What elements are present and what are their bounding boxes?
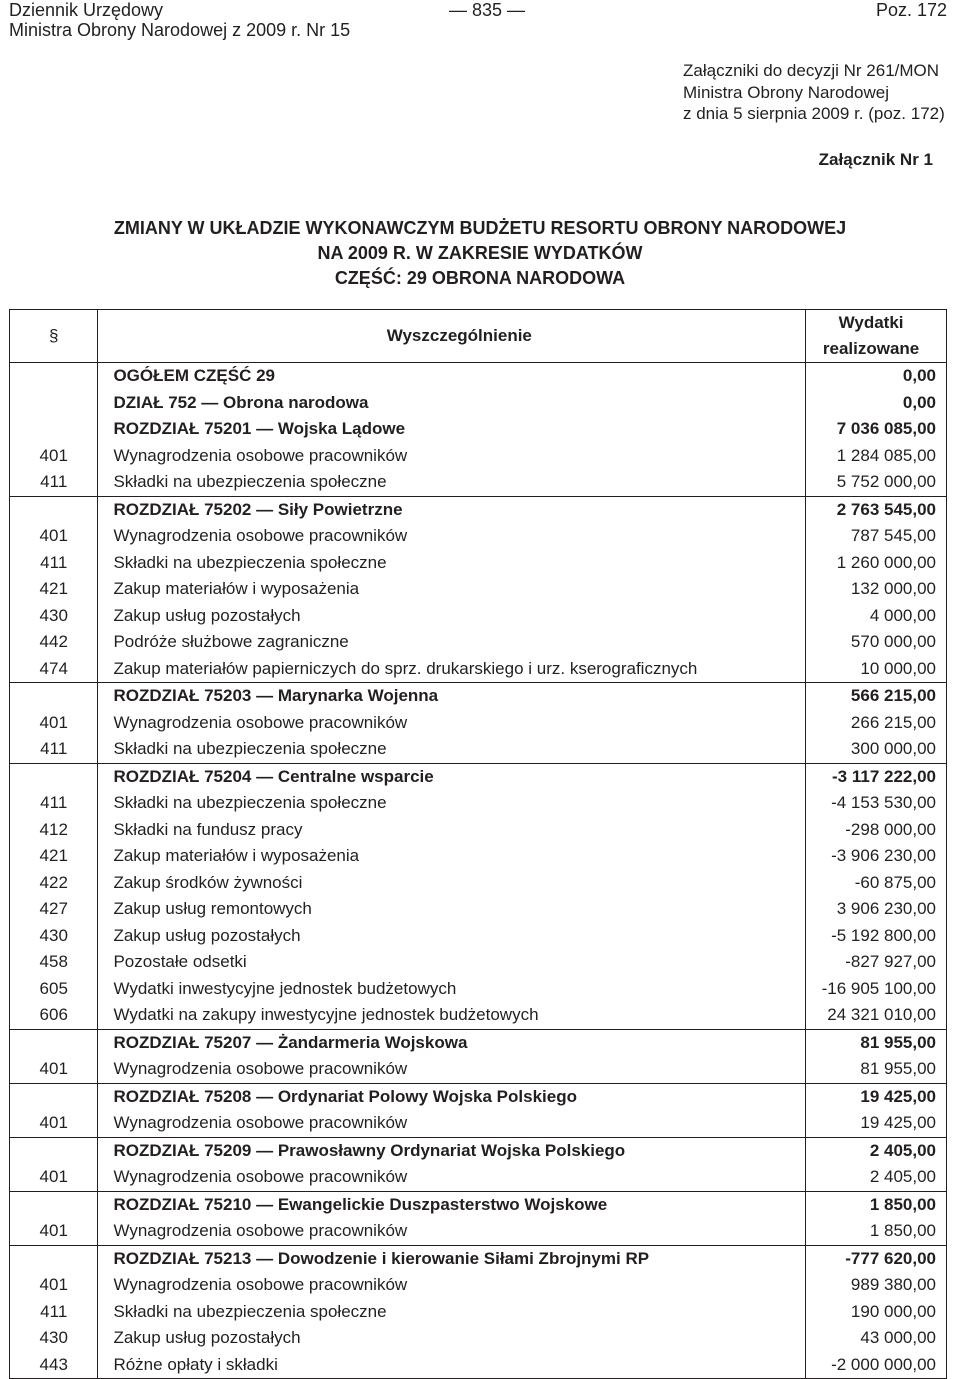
table-section-row bbox=[10, 1245, 947, 1272]
row-description: Zakup usług pozostałych bbox=[113, 925, 301, 945]
table-row bbox=[10, 1299, 947, 1326]
attachment-number: Załącznik Nr 1 bbox=[818, 150, 933, 169]
header-amount-line-2: realizowane bbox=[822, 339, 920, 358]
row-description: Wynagrodzenia osobowe pracowników bbox=[113, 1221, 408, 1241]
table-section-row bbox=[10, 1029, 947, 1056]
row-amount: 300 000,00 bbox=[806, 736, 947, 763]
table-header-row bbox=[10, 310, 947, 363]
row-amount: 0,00 bbox=[806, 363, 947, 390]
row-description: Składki na ubezpieczenia społeczne bbox=[113, 552, 387, 572]
running-header bbox=[9, 0, 947, 40]
row-amount: 10 000,00 bbox=[806, 656, 947, 683]
row-amount: 81 955,00 bbox=[806, 1056, 947, 1083]
table-row bbox=[10, 469, 947, 496]
table-row bbox=[10, 843, 947, 870]
table-row bbox=[10, 1002, 947, 1029]
table-row bbox=[10, 1272, 947, 1299]
row-paragraph: 605 bbox=[10, 976, 98, 1003]
row-amount: 1 284 085,00 bbox=[806, 443, 947, 470]
row-description: Składki na ubezpieczenia społeczne bbox=[113, 472, 387, 492]
table-section-row bbox=[10, 1191, 947, 1218]
row-description: ROZDZIAŁ 75207 — Żandarmeria Wojskowa bbox=[98, 1029, 806, 1056]
row-paragraph bbox=[10, 390, 98, 417]
row-description: ROZDZIAŁ 75208 — Ordynariat Polowy Wojska Polskiego bbox=[98, 1083, 806, 1110]
row-paragraph: 401 bbox=[10, 1110, 98, 1137]
row-paragraph bbox=[10, 1083, 98, 1110]
row-paragraph: 411 bbox=[10, 736, 98, 763]
attachment-note bbox=[683, 60, 945, 125]
table-row bbox=[10, 603, 947, 630]
table-row bbox=[10, 817, 947, 844]
row-amount: 266 215,00 bbox=[806, 710, 947, 737]
row-paragraph: 401 bbox=[10, 1272, 98, 1299]
row-description: Wynagrodzenia osobowe pracowników bbox=[113, 1275, 408, 1295]
row-description: DZIAŁ 752 — Obrona narodowa bbox=[113, 392, 369, 412]
row-description: Wynagrodzenia osobowe pracowników bbox=[113, 445, 408, 465]
row-description: Wynagrodzenia osobowe pracowników bbox=[113, 526, 408, 546]
table-row bbox=[10, 629, 947, 656]
row-amount: 43 000,00 bbox=[806, 1325, 947, 1352]
row-amount: 1 850,00 bbox=[806, 1218, 947, 1245]
header-description: Wyszczególnienie bbox=[98, 310, 806, 363]
table-row bbox=[10, 976, 947, 1003]
row-amount: 132 000,00 bbox=[806, 576, 947, 603]
row-amount: 81 955,00 bbox=[806, 1029, 947, 1056]
row-description: Zakup usług pozostałych bbox=[113, 1328, 301, 1348]
row-description: Zakup materiałów i wyposażenia bbox=[113, 846, 360, 866]
row-description: Wynagrodzenia osobowe pracowników bbox=[113, 1059, 408, 1079]
row-paragraph bbox=[10, 683, 98, 710]
row-description: Zakup usług pozostałych bbox=[113, 605, 301, 625]
row-amount: 570 000,00 bbox=[806, 629, 947, 656]
row-description: ROZDZIAŁ 75203 — Marynarka Wojenna bbox=[98, 683, 806, 710]
row-description: Składki na ubezpieczenia społeczne bbox=[113, 1301, 387, 1321]
row-paragraph: 401 bbox=[10, 710, 98, 737]
table-row bbox=[10, 1218, 947, 1245]
row-paragraph: 401 bbox=[10, 443, 98, 470]
row-paragraph: 443 bbox=[10, 1352, 98, 1379]
row-description: ROZDZIAŁ 75209 — Prawosławny Ordynariat Wojska Polskiego bbox=[98, 1137, 806, 1164]
row-description: Wynagrodzenia osobowe pracowników bbox=[113, 1167, 408, 1187]
table-section-row bbox=[10, 390, 947, 417]
table-section-row bbox=[10, 1137, 947, 1164]
row-amount: -827 927,00 bbox=[806, 949, 947, 976]
spending-table bbox=[9, 309, 947, 1379]
row-description: ROZDZIAŁ 75202 — Siły Powietrzne bbox=[98, 496, 806, 523]
table-row bbox=[10, 576, 947, 603]
row-amount: -777 620,00 bbox=[806, 1245, 947, 1272]
row-paragraph bbox=[10, 1137, 98, 1164]
row-paragraph: 458 bbox=[10, 949, 98, 976]
row-amount: 787 545,00 bbox=[806, 523, 947, 550]
title-line-1: ZMIANY W UKŁADZIE WYKONAWCZYM BUDŻETU RESORTU OBRONY NARODOWEJ bbox=[113, 218, 847, 238]
row-description: Zakup usług remontowych bbox=[113, 899, 312, 919]
document-title bbox=[0, 216, 960, 291]
table-row bbox=[10, 1164, 947, 1191]
table-section-row bbox=[10, 496, 947, 523]
row-description: Składki na fundusz pracy bbox=[113, 819, 303, 839]
table-section-row bbox=[10, 683, 947, 710]
row-amount: 1 850,00 bbox=[806, 1191, 947, 1218]
row-paragraph bbox=[10, 1191, 98, 1218]
header-amount bbox=[806, 310, 947, 363]
row-amount: 2 763 545,00 bbox=[806, 496, 947, 523]
row-amount: 566 215,00 bbox=[806, 683, 947, 710]
row-description: Wynagrodzenia osobowe pracowników bbox=[113, 712, 408, 732]
row-description: OGÓŁEM CZĘŚĆ 29 bbox=[113, 366, 275, 386]
table-row bbox=[10, 896, 947, 923]
table-section-row bbox=[10, 416, 947, 443]
row-paragraph bbox=[10, 1029, 98, 1056]
row-description: Wydatki inwestycyjne jednostek budżetowych bbox=[113, 978, 457, 998]
table-section-row bbox=[10, 1083, 947, 1110]
row-amount: 5 752 000,00 bbox=[806, 469, 947, 496]
row-amount: -60 875,00 bbox=[806, 870, 947, 897]
row-amount: 2 405,00 bbox=[806, 1137, 947, 1164]
row-amount: -3 117 222,00 bbox=[806, 763, 947, 790]
table-row bbox=[10, 550, 947, 577]
attachment-note-line-2: Ministra Obrony Narodowej bbox=[683, 82, 889, 102]
row-description: Wynagrodzenia osobowe pracowników bbox=[113, 1113, 408, 1133]
row-paragraph bbox=[10, 363, 98, 390]
page-number: — 835 — bbox=[449, 0, 526, 20]
row-amount: -4 153 530,00 bbox=[806, 790, 947, 817]
publication-line-1: Dziennik Urzędowy bbox=[9, 0, 164, 20]
row-paragraph bbox=[10, 1245, 98, 1272]
row-amount: 190 000,00 bbox=[806, 1299, 947, 1326]
row-description: Wydatki na zakupy inwestycyjne jednostek budżetowych bbox=[113, 1005, 539, 1025]
position-number: Poz. 172 bbox=[875, 0, 947, 20]
row-paragraph: 411 bbox=[10, 1299, 98, 1326]
row-paragraph: 474 bbox=[10, 656, 98, 683]
table-row bbox=[10, 1056, 947, 1083]
row-description: ROZDZIAŁ 75210 — Ewangelickie Duszpasterstwo Wojskowe bbox=[98, 1191, 806, 1218]
row-amount: 19 425,00 bbox=[806, 1110, 947, 1137]
table-section-row bbox=[10, 763, 947, 790]
row-description: Składki na ubezpieczenia społeczne bbox=[113, 739, 387, 759]
title-line-2: NA 2009 R. W ZAKRESIE WYDATKÓW bbox=[317, 243, 643, 263]
table-row bbox=[10, 710, 947, 737]
row-amount: -5 192 800,00 bbox=[806, 923, 947, 950]
row-paragraph: 427 bbox=[10, 896, 98, 923]
row-amount: -3 906 230,00 bbox=[806, 843, 947, 870]
header-amount-line-1: Wydatki bbox=[838, 313, 904, 332]
table-row bbox=[10, 949, 947, 976]
publication-line-2: Ministra Obrony Narodowej z 2009 r. Nr 15 bbox=[9, 20, 351, 40]
row-amount: 1 260 000,00 bbox=[806, 550, 947, 577]
table-row bbox=[10, 1110, 947, 1137]
row-paragraph: 401 bbox=[10, 523, 98, 550]
table-row bbox=[10, 736, 947, 763]
row-description: ROZDZIAŁ 75204 — Centralne wsparcie bbox=[98, 763, 806, 790]
row-amount: 24 321 010,00 bbox=[806, 1002, 947, 1029]
row-description: ROZDZIAŁ 75213 — Dowodzenie i kierowanie Siłami Zbrojnymi RP bbox=[98, 1245, 806, 1272]
table-body bbox=[10, 363, 947, 1379]
row-paragraph: 421 bbox=[10, 843, 98, 870]
row-paragraph: 430 bbox=[10, 603, 98, 630]
row-description: ROZDZIAŁ 75201 — Wojska Lądowe bbox=[113, 419, 406, 439]
row-paragraph bbox=[10, 416, 98, 443]
table-row bbox=[10, 1352, 947, 1379]
row-description: Różne opłaty i składki bbox=[98, 1352, 806, 1379]
row-paragraph: 412 bbox=[10, 817, 98, 844]
row-amount: 3 906 230,00 bbox=[806, 896, 947, 923]
row-description: Zakup materiałów papierniczych do sprz. drukarskiego i urz. kserograficznych bbox=[113, 658, 698, 678]
row-description: Zakup materiałów i wyposażenia bbox=[113, 579, 360, 599]
row-paragraph: 401 bbox=[10, 1056, 98, 1083]
attachment-note-line-1: Załączniki do decyzji Nr 261/MON bbox=[683, 61, 940, 80]
table-row bbox=[10, 1325, 947, 1352]
row-paragraph: 422 bbox=[10, 870, 98, 897]
row-description: Składki na ubezpieczenia społeczne bbox=[113, 793, 387, 813]
attachment-note-line-3: z dnia 5 sierpnia 2009 r. (poz. 172) bbox=[683, 104, 945, 123]
table-row bbox=[10, 923, 947, 950]
row-paragraph: 401 bbox=[10, 1218, 98, 1245]
row-amount: 19 425,00 bbox=[806, 1083, 947, 1110]
row-paragraph: 430 bbox=[10, 923, 98, 950]
row-paragraph bbox=[10, 763, 98, 790]
row-description: Pozostałe odsetki bbox=[113, 952, 247, 972]
row-paragraph: 421 bbox=[10, 576, 98, 603]
row-amount: 4 000,00 bbox=[806, 603, 947, 630]
row-description: Zakup środków żywności bbox=[113, 872, 303, 892]
row-amount: 989 380,00 bbox=[806, 1272, 947, 1299]
header-paragraph: § bbox=[10, 310, 98, 363]
row-paragraph: 430 bbox=[10, 1325, 98, 1352]
table-row bbox=[10, 870, 947, 897]
row-paragraph: 411 bbox=[10, 790, 98, 817]
row-amount: -2 000 000,00 bbox=[806, 1352, 947, 1379]
row-amount: 0,00 bbox=[806, 390, 947, 417]
row-paragraph: 411 bbox=[10, 469, 98, 496]
row-amount: 7 036 085,00 bbox=[806, 416, 947, 443]
table-section-row bbox=[10, 363, 947, 390]
row-description: Podróże służbowe zagraniczne bbox=[113, 632, 349, 652]
publication-name bbox=[9, 0, 350, 40]
row-paragraph bbox=[10, 496, 98, 523]
row-paragraph: 606 bbox=[10, 1002, 98, 1029]
table-row bbox=[10, 790, 947, 817]
row-paragraph: 442 bbox=[10, 629, 98, 656]
table-row bbox=[10, 523, 947, 550]
row-amount: 2 405,00 bbox=[806, 1164, 947, 1191]
row-amount: -298 000,00 bbox=[806, 817, 947, 844]
row-paragraph: 401 bbox=[10, 1164, 98, 1191]
row-paragraph: 411 bbox=[10, 550, 98, 577]
table-row bbox=[10, 443, 947, 470]
row-amount: -16 905 100,00 bbox=[806, 976, 947, 1003]
table-row bbox=[10, 656, 947, 683]
title-line-3: CZĘŚĆ: 29 OBRONA NARODOWA bbox=[334, 268, 626, 288]
